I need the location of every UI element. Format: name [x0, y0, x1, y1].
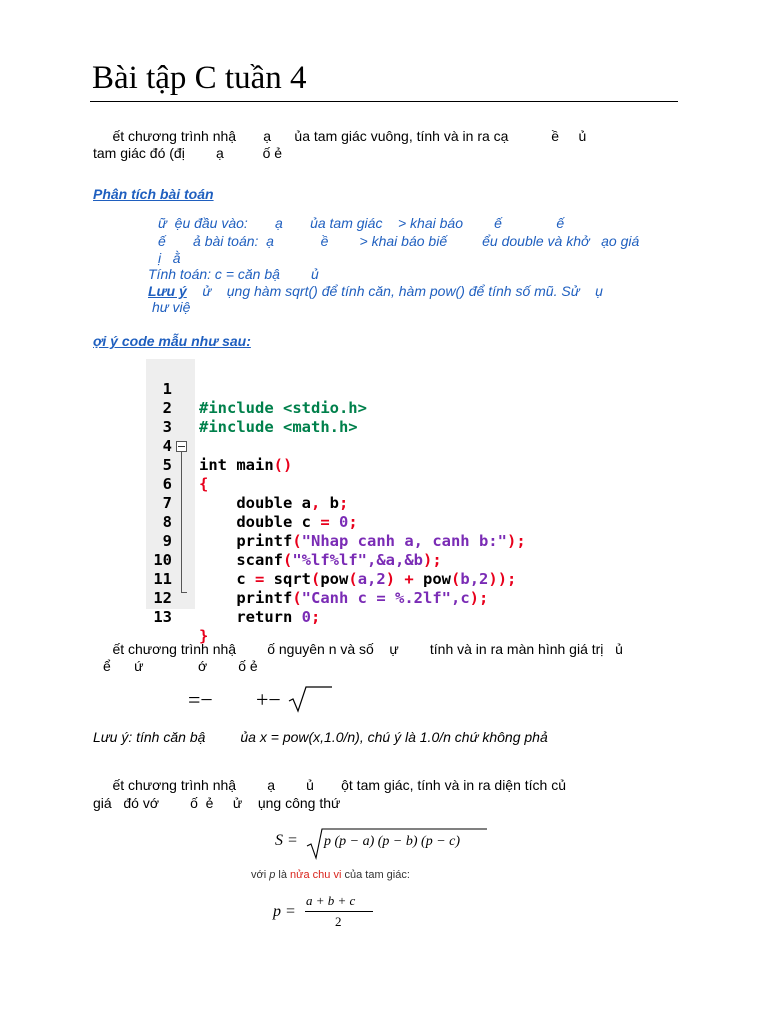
code-sample-image: [146, 359, 526, 645]
code-text: double a, b;: [199, 494, 349, 512]
exercise-2-line-1: ết chương trình nhậ ố nguyên n và số ự tính và in ra màn hình giá trị ủ: [93, 641, 623, 657]
line-number: 7: [162, 494, 172, 512]
page-title: Bài tập C tuần 4: [92, 60, 307, 96]
line-number: 3: [162, 418, 172, 436]
analysis-note-line: [148, 283, 603, 300]
code-line: [146, 437, 209, 493]
line-number: 11: [153, 570, 172, 588]
line-number: 13: [153, 608, 172, 626]
code-text: {: [199, 475, 209, 493]
exercise-3-line-2: giá đó vớ ố ẻ ử ụng công thứ: [93, 795, 341, 811]
heron-formula-body: p (p − a) (p − b) (p − c): [324, 834, 461, 849]
exercise-3-line-1: ết chương trình nhậ ạ ủ ột tam giác, tính và in ra diện tích củ: [93, 777, 567, 793]
exercise-2-line-2: ể ứ ớ ố ẻ: [103, 658, 258, 674]
note-text: ử ụng hàm sqrt() để tính căn, hàm pow() để tính số mũ. Sử ụ: [186, 283, 603, 299]
line-number: 1: [162, 380, 172, 398]
analysis-output-line-2: ị ằ: [158, 250, 181, 266]
fraction-bar: [305, 911, 373, 912]
code-text: #include <math.h>: [199, 418, 358, 436]
analysis-input-line: ữ ệu đầu vào: ạ ủa tam giác > khai báo ế ế: [158, 215, 565, 231]
exercise-2-note: Lưu ý: tính căn bậ ủa x = pow(x,1.0/n), chú ý là 1.0/n chứ không phả: [93, 729, 548, 745]
exercise-1-line-2: tam giác đó (đị ạ ố ẻ: [93, 145, 283, 161]
title-underline: [90, 101, 678, 102]
semi-perimeter-label: p =: [273, 903, 296, 920]
semi-perimeter-note: với p là nửa chu vi của tam giác:: [251, 869, 410, 881]
line-number: 5: [162, 456, 172, 474]
line-number: 10: [153, 551, 172, 569]
code-text: printf("Nhap canh a, canh b:");: [199, 532, 526, 550]
line-number: 8: [162, 513, 172, 531]
semi-perimeter-denominator: 2: [335, 914, 342, 929]
exercise-2-formula-left: =−: [188, 687, 213, 712]
code-text: }: [199, 627, 209, 645]
line-number: 6: [162, 475, 172, 493]
analysis-heading: Phân tích bài toán: [93, 186, 214, 202]
code-line: [146, 361, 367, 417]
analysis-compute-line: Tính toán: c = căn bậ ủ: [148, 266, 319, 282]
code-text: #include <stdio.h>: [199, 399, 367, 417]
code-text: int main(): [199, 456, 293, 474]
heron-formula-label: S =: [275, 832, 298, 849]
radical-sign-icon: [288, 685, 334, 713]
analysis-note-line-2: hư việ: [152, 299, 191, 315]
semi-perimeter-numerator: a + b + c: [306, 893, 356, 908]
line-number: 2: [162, 399, 172, 417]
code-text: scanf("%lf%lf",&a,&b);: [199, 551, 442, 569]
exercise-2-formula-right: +−: [256, 687, 281, 712]
line-number: 12: [153, 589, 172, 607]
code-hint-heading: ợi ý code mẫu như sau:: [93, 333, 251, 349]
exercise-1-line-1: ết chương trình nhậ ạ ủa tam giác vuông, tính và in ra cạ ề ủ: [93, 128, 587, 144]
code-line: [146, 589, 209, 645]
code-text: printf("Canh c = %.2lf",c);: [199, 589, 489, 607]
analysis-output-line: ế ả bài toán: ạ ề > khai báo biế ểu double và khở ạo giá: [158, 233, 640, 249]
line-number: 4: [162, 437, 172, 455]
code-text: c = sqrt(pow(a,2) + pow(b,2));: [199, 570, 517, 588]
note-label: Lưu ý: [148, 283, 187, 299]
code-text: return 0;: [199, 608, 321, 626]
code-line: [146, 399, 183, 436]
code-text: double c = 0;: [199, 513, 358, 531]
line-number: 9: [162, 532, 172, 550]
